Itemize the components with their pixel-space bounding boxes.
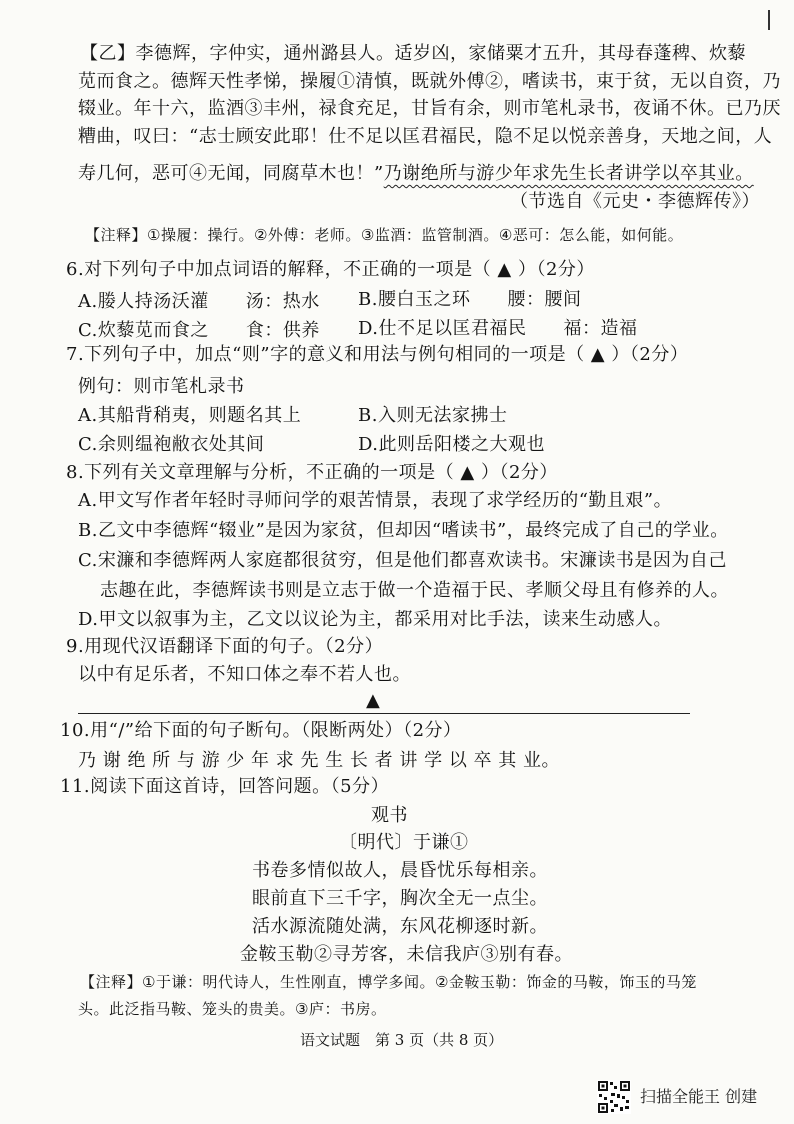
q7-option-c: C.余则缊袍敝衣处其间 — [78, 434, 265, 455]
passage-line-3: 辍业。年十六，监酒③丰州，禄食充足，甘旨有余，则市笔札录书，夜诵不休。已乃厌 — [78, 98, 781, 119]
poem-line-2: 眼前直下三千字，胸次全无一点尘。 — [252, 888, 548, 909]
q8-option-d: D.甲文以叙事为主，乙文以议论为主，都采用对比手法，读来生动感人。 — [78, 609, 673, 630]
q9-answer-line[interactable] — [78, 713, 690, 714]
passage-line-1: 【乙】李德辉，字仲实，通州潞县人。适岁凶，家储粟才五升，其母春蓬稗、炊藜 — [80, 43, 746, 64]
q6-option-c: C.炊藜苋而食之 食：供养 — [78, 320, 320, 341]
poem-title: 观书 — [371, 805, 408, 826]
q7-stem: 7.下列句子中，加点“则”字的意义和用法与例句相同的一项是（ ▲ ）（2分） — [66, 344, 689, 365]
passage-line-5-plain: 寿几何，恶可④无闻，同腐草木也！” — [78, 163, 384, 184]
poem-line-4: 金鞍玉勒②寻芳客，未信我庐③别有春。 — [240, 944, 573, 965]
q8-stem: 8.下列有关文章理解与分析，不正确的一项是（ ▲ ）（2分） — [66, 462, 558, 483]
poem-line-3: 活水源流随处满，东风花柳逐时新。 — [252, 916, 548, 937]
q10-sentence: 乃 谢 绝 所 与 游 少 年 求 先 生 长 者 讲 学 以 卒 其 业。 — [78, 750, 560, 771]
q6-option-b: B.腰白玉之环 腰：腰间 — [358, 289, 582, 310]
page-footer: 语文试题 第 3 页（共 8 页） — [300, 1031, 504, 1049]
q9-answer-marker: ▲ — [366, 690, 381, 711]
q7-option-b: B.入则无法家拂士 — [358, 405, 508, 426]
q8-option-a: A.甲文写作者年轻时寻师问学的艰苦情景，表现了求学经历的“勤且艰”。 — [78, 490, 673, 511]
q10-stem: 10.用“/”给下面的句子断句。（限断两处）（2分） — [60, 720, 462, 741]
poem-line-1: 书卷多情似故人，晨昏忧乐每相亲。 — [252, 860, 548, 881]
q9-stem: 9.用现代汉语翻译下面的句子。（2分） — [66, 636, 384, 657]
q6-option-d: D.仕不足以匡君福民 福：造福 — [358, 318, 638, 339]
passage-line-2: 苋而食之。德辉天性孝悌，操履①清慎，既就外傅②，嗜读书，束于贫，无以自资，乃 — [78, 71, 781, 92]
passage-line-5-wavy: 乃谢绝所与游少年求先生长者讲学以卒其业。 — [383, 163, 754, 184]
poem-author: 〔明代〕于谦① — [339, 832, 469, 853]
qr-code-icon — [597, 1080, 631, 1114]
q11-stem: 11.阅读下面这首诗，回答问题。（5分） — [60, 776, 390, 797]
scanner-watermark: 扫描全能王 创建 — [640, 1087, 758, 1106]
passage-line-4: 糟曲，叹曰：“志士顾安此耶！仕不足以匡君福民，隐不足以悦亲善身，天地之间，人 — [78, 126, 773, 147]
scan-mark — [768, 10, 770, 30]
passage-source: （节选自《元史・李德辉传》） — [510, 191, 760, 212]
q7-option-d: D.此则岳阳楼之大观也 — [358, 434, 546, 455]
q7-example: 例句：则市笔札录书 — [78, 376, 245, 397]
q6-stem: 6.对下列句子中加点词语的解释，不正确的一项是（ ▲ ）（2分） — [66, 259, 595, 280]
q8-option-c-line1: C.宋濂和李德辉两人家庭都很贫穷，但是他们都喜欢读书。宋濂读书是因为自己 — [78, 550, 727, 571]
q8-option-b: B.乙文中李德辉“辍业”是因为家贫，但却因“嗜读书”，最终完成了自己的学业。 — [78, 520, 729, 541]
q7-option-a: A.其船背稍夷，则题名其上 — [78, 405, 302, 426]
q9-sentence: 以中有足乐者，不知口体之奉不若人也。 — [78, 664, 411, 685]
passage-note: 【注释】①操履：操行。②外傅：老师。③监酒：监管制酒。④恶可：怎么能，如何能。 — [85, 226, 684, 244]
poem-note-line-2: 头。此泛指马鞍、笼头的贵美。③庐：书房。 — [78, 1000, 387, 1018]
passage-line-5 — [78, 161, 754, 187]
q6-option-a: A.媵人持汤沃灌 汤：热水 — [78, 291, 320, 312]
q8-option-c-line2: 志趣在此，李德辉读书则是立志于做一个造福于民、孝顺父母且有修养的人。 — [100, 580, 729, 601]
poem-note-line-1: 【注释】①于谦：明代诗人，生性刚直，博学多闻。②金鞍玉勒：饰金的马鞍，饰玉的马笼 — [80, 973, 697, 991]
